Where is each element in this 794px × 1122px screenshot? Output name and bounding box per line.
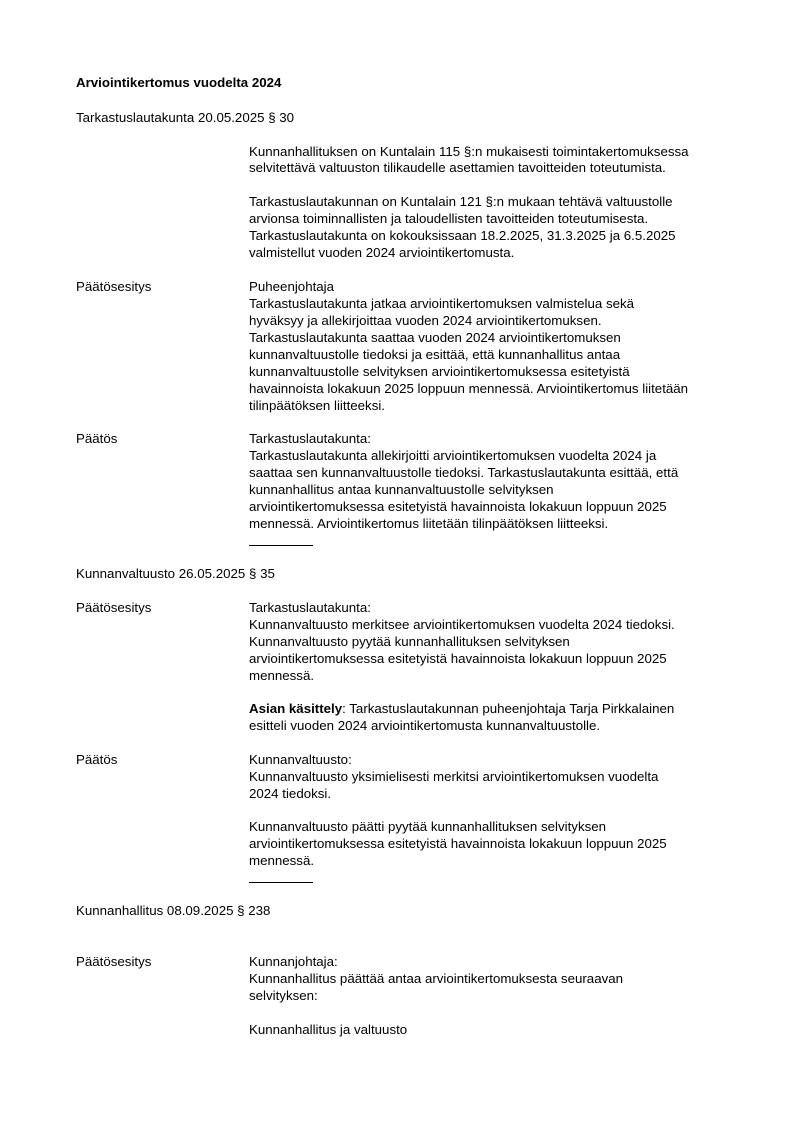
paragraph-line: Puheenjohtaja (249, 279, 335, 294)
document-title: Arviointikertomus vuodelta 2024 (76, 75, 282, 90)
section-heading-kunnanvaltuusto: Kunnanvaltuusto 26.05.2025 § 35 (76, 566, 275, 581)
paragraph-line: arviointikertomuksessa esitetyistä havainnoista lokakuun loppuun 2025 (249, 651, 667, 666)
paragraph-line: valmistellut vuoden 2024 arviointikertomusta. (249, 245, 515, 260)
paragraph-line: kunnanvaltuustolle selvityksen arviointikertomuksessa esitetyistä (249, 364, 630, 379)
paragraph-line: Kunnanvaltuusto: (249, 752, 352, 767)
paragraph-line: Tarkastuslautakunta allekirjoitti arviointikertomuksen vuodelta 2024 ja (249, 448, 657, 463)
paragraph-line: Kunnanvaltuusto merkitsee arviointikertomuksen vuodelta 2024 tiedoksi. (249, 617, 675, 632)
proposal-label: Päätösesitys (76, 954, 152, 969)
section-heading-tarkastuslautakunta: Tarkastuslautakunta 20.05.2025 § 30 (76, 110, 295, 125)
paragraph-line: arvionsa toiminnallisten ja taloudellisten tavoitteiden toteutumisesta. (249, 211, 649, 226)
paragraph-line: Kunnanhallituksen on Kuntalain 115 §:n mukaisesti toimintakertomuksessa (249, 144, 689, 159)
paragraph-line: tilinpäätöksen liitteeksi. (249, 398, 385, 413)
paragraph-line: esitteli vuoden 2024 arviointikertomusta kunnanvaltuustolle. (249, 718, 601, 733)
paragraph-line: hyväksyy ja allekirjoittaa vuoden 2024 arviointikertomuksen. (249, 313, 602, 328)
paragraph-line: saattaa sen kunnanvaltuustolle tiedoksi. Tarkastuslautakunta esittää, että (249, 465, 679, 480)
paragraph-line: Kunnanjohtaja: (249, 954, 338, 969)
paragraph-line: Kunnanvaltuusto päätti pyytää kunnanhallituksen selvityksen (249, 819, 607, 834)
paragraph-line: havainnoista lokakuun 2025 loppuun mennessä. Arviointikertomus liitetään (249, 381, 689, 396)
paragraph-line: kunnanhallitus antaa kunnanvaltuustolle selvityksen (249, 482, 554, 497)
paragraph-line: selvitettävä valtuuston tilikaudelle asettamien tavoitteiden toteutumista. (249, 160, 666, 175)
section-heading-kunnanhallitus: Kunnanhallitus 08.09.2025 § 238 (76, 903, 271, 918)
paragraph-line: arviointikertomuksessa esitetyistä havainnoista lokakuun loppuun 2025 (249, 499, 667, 514)
paragraph-line: mennessä. (249, 853, 315, 868)
paragraph-line: Kunnanvaltuusto pyytää kunnanhallituksen selvityksen (249, 634, 570, 649)
paragraph-line: 2024 tiedoksi. (249, 786, 332, 801)
paragraph-line: kunnanvaltuustolle tiedoksi ja esittää, että kunnanhallitus antaa (249, 347, 621, 362)
paragraph-line: Tarkastuslautakunta on kokouksissaan 18.2.2025, 31.3.2025 ja 6.5.2025 (249, 228, 676, 243)
section-divider (249, 545, 313, 546)
paragraph-line: Tarkastuslautakunta jatkaa arviointikertomuksen valmistelua sekä (249, 296, 635, 311)
section-divider (249, 882, 313, 883)
paragraph-line: mennessä. Arviointikertomus liitetään tilinpäätöksen liitteeksi. (249, 516, 609, 531)
paragraph-line: Tarkastuslautakunnan on Kuntalain 121 §:n mukaan tehtävä valtuustolle (249, 194, 673, 209)
handling-text: : Tarkastuslautakunnan puheenjohtaja Tarja Pirkkalainen (342, 701, 675, 716)
paragraph-line: Kunnanhallitus ja valtuusto (249, 1022, 408, 1037)
paragraph-line: selvityksen: (249, 988, 318, 1003)
decision-label: Päätös (76, 752, 118, 767)
paragraph-line: arviointikertomuksessa esitetyistä havainnoista lokakuun loppuun 2025 (249, 836, 667, 851)
decision-label: Päätös (76, 431, 118, 446)
paragraph-line: Tarkastuslautakunta saattaa vuoden 2024 arviointikertomuksen (249, 330, 621, 345)
paragraph-line: mennessä. (249, 668, 315, 683)
proposal-label: Päätösesitys (76, 600, 152, 615)
handling-line (249, 700, 674, 717)
paragraph-line: Tarkastuslautakunta: (249, 600, 371, 615)
handling-label: Asian käsittely (249, 701, 343, 716)
proposal-label: Päätösesitys (76, 279, 152, 294)
paragraph-line: Kunnanhallitus päättää antaa arviointikertomuksesta seuraavan (249, 971, 624, 986)
paragraph-line: Tarkastuslautakunta: (249, 431, 371, 446)
paragraph-line: Kunnanvaltuusto yksimielisesti merkitsi arviointikertomuksen vuodelta (249, 769, 659, 784)
